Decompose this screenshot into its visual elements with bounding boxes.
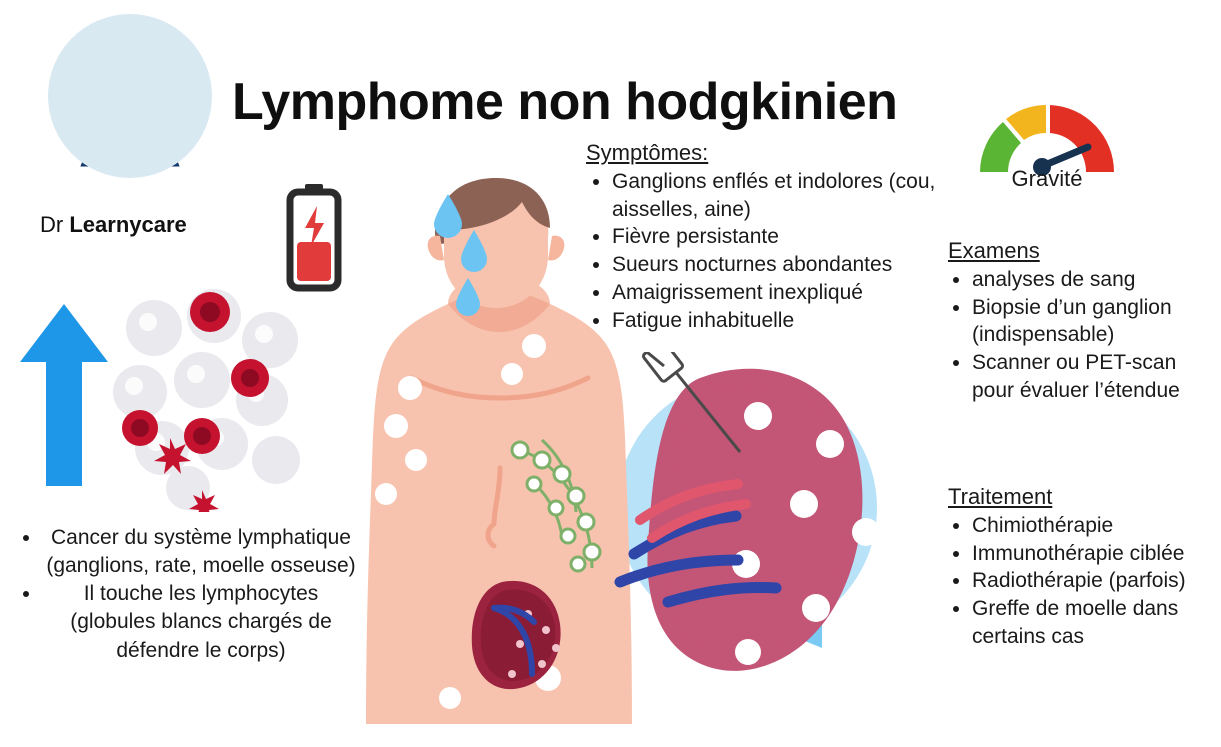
examens-section	[948, 238, 1194, 405]
brand-name	[40, 212, 240, 238]
list-item: • Fièvre persistante	[612, 223, 946, 251]
list-item: • Amaigrissement inexpliqué	[612, 279, 946, 307]
definition-section	[20, 524, 360, 665]
list-item: • Biopsie d’un ganglion (indispensable)	[972, 294, 1194, 349]
list-item: • Scanner ou PET-scan pour évaluer l’étendue	[972, 349, 1194, 404]
low-battery-icon	[286, 184, 342, 296]
list-item: • Ganglions enflés et indolores (cou, aisselles, aine)	[612, 168, 946, 223]
lymph-node-spleen-illustration	[580, 352, 980, 692]
list-item: • Immunothérapie ciblée	[972, 540, 1198, 568]
list-item: • Cancer du système lymphatique (ganglions, rate, moelle osseuse)	[42, 524, 360, 580]
traitement-title: Traitement	[948, 484, 1053, 509]
page-title: Lymphome non hodgkinien	[232, 73, 898, 131]
logo-background-circle	[48, 14, 212, 178]
symptoms-list	[586, 168, 946, 334]
brand-logo	[48, 14, 212, 178]
list-item: • Greffe de moelle dans certains cas	[972, 595, 1198, 650]
gauge-label: Gravité	[1011, 166, 1083, 191]
symptoms-title: Symptômes:	[586, 140, 709, 165]
brand-title: Learnycare	[69, 212, 187, 237]
list-item: • Il touche les lymphocytes (globules blancs chargés de défendre le corps)	[42, 580, 360, 664]
up-arrow-icon	[18, 300, 110, 490]
list-item: • Chimiothérapie	[972, 512, 1198, 540]
symptoms-section	[586, 140, 946, 334]
list-item: • Radiothérapie (parfois)	[972, 567, 1198, 595]
brand-prefix: Dr	[40, 212, 64, 237]
list-item: • analyses de sang	[972, 266, 1194, 294]
list-item: • Fatigue inhabituelle	[612, 307, 946, 335]
traitement-section	[948, 484, 1198, 651]
list-item: • Sueurs nocturnes abondantes	[612, 251, 946, 279]
blood-cells-cluster-icon	[110, 288, 322, 512]
examens-title: Examens	[948, 238, 1040, 263]
traitement-list	[948, 512, 1198, 651]
examens-list	[948, 266, 1194, 405]
definition-list	[20, 524, 360, 665]
